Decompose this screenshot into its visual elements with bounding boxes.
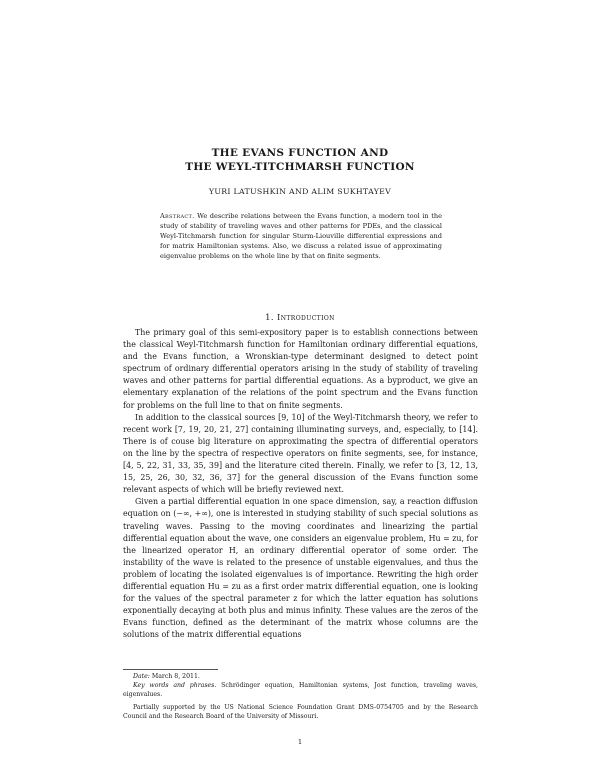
paper-authors: YURI LATUSHKIN AND ALIM SUKHTAYEV bbox=[208, 187, 392, 196]
paper-title-line-2: THE WEYL-TITCHMARSH FUNCTION bbox=[185, 161, 415, 173]
footnote-date bbox=[123, 672, 478, 681]
abstract-text: We describe relations between the Evans function, a modern tool in the study of stability of traveling waves and other patterns for PDEs, and the classical Weyl-Titchmarsh function for singular Sturm-Liouville differential expressions and for matrix Hamiltonian systems. Also, we discuss a related issue of approximating eigenvalue problems on the whole line by that on finite segments. bbox=[160, 212, 442, 260]
footnote-date-label: Date: bbox=[133, 673, 150, 680]
paragraph-3: Given a partial differential equation in one space dimension, say, a reaction diffusion equation on (−∞, +∞), one is interested in studying stability of such special solutions as traveling waves. Passing to the moving coordinates and linearizing the partial differential equation about the wave, one considers an eigenvalue problem, Hu = zu, for the linearized operator H, an ordinary differential operator of some order. The instability of the wave is related to the presence of unstable eigenvalues, and thus the problem of locating the isolated eigenvalues is of importance. Rewriting the high order differential equation Hu = zu as a first order matrix differential equation, one is looking for the values of the spectral parameter z for which the latter equation has solutions exponentially decaying at both plus and minus infinity. These values are the zeros of the Evans function, defined as the determinant of the matrix whose columns are the solutions of the matrix differential equations bbox=[123, 497, 478, 640]
footnote-support: Partially supported by the US National Science Foundation Grant DMS-0754705 and by the Research Council and the Research Board of the University of Missouri. bbox=[123, 703, 478, 720]
footnotes bbox=[123, 669, 478, 721]
footnote-keywords-label: Key words and phrases. bbox=[133, 682, 217, 690]
footnote-date-value: March 8, 2011. bbox=[151, 673, 200, 680]
abstract bbox=[160, 211, 442, 261]
footnote-rule bbox=[123, 669, 218, 670]
introduction-body bbox=[123, 327, 478, 641]
footnote-keywords-value: Schrödinger equation, Hamiltonian systems, Jost function, traveling waves, eigenvalues. bbox=[123, 682, 478, 699]
section-heading-introduction: 1. Introduction bbox=[265, 312, 335, 322]
paragraph-1: The primary goal of this semi-expository paper is to establish connections between the classical Weyl-Titchmarsh function for Hamiltonian ordinary differential equations, and the Evans function, a Wronskian-type determinant designed to detect point spectrum of ordinary differential operators arising in the study of stability of traveling waves and other patterns for partial differential equations. As a byproduct, we give an elementary explanation of the relations of the point spectrum and the Evans function for problems on the full line to that on finite segments. bbox=[123, 328, 478, 410]
paragraph-2: In addition to the classical sources [9, 10] of the Weyl-Titchmarsh theory, we refer to recent work [7, 19, 20, 21, 27] containing illuminating surveys, and, especially, to [14]. There is of couse big literature on approximating the spectra of differential operators on the line by the spectra of respective operators on finite segments, see, for instance, [4, 5, 22, 31, 33, 35, 39] and the literature cited therein. Finally, we refer to [3, 12, 13, 15, 25, 26, 30, 32, 36, 37] for the general discussion of the Evans function some relevant aspects of which will be briefly reviewed next. bbox=[123, 412, 478, 495]
paper-title-line-1: THE EVANS FUNCTION AND bbox=[211, 147, 389, 159]
footnote-keywords bbox=[123, 681, 478, 699]
abstract-label: Abstract. bbox=[160, 212, 195, 220]
page-number: 1 bbox=[297, 738, 303, 746]
